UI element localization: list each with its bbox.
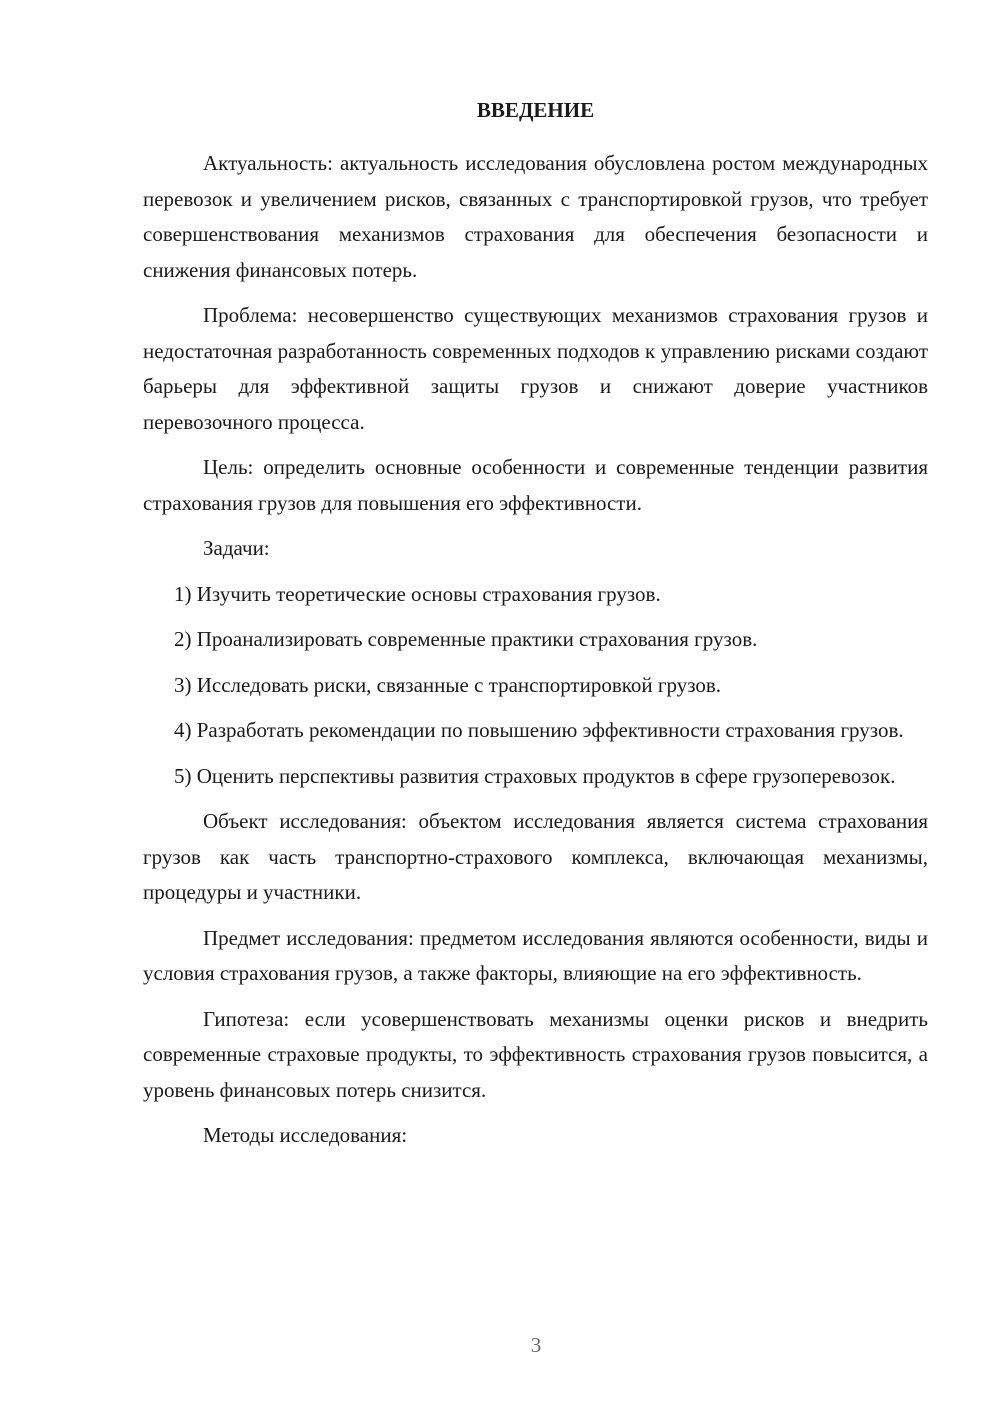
task-item-1: 1) Изучить теоретические основы страхования грузов. <box>174 581 661 606</box>
object-paragraph: Объект исследования: объектом исследования является система страхования грузов как часть транспортно-страхового комплекса, включающая механизмы, процедуры и участники. <box>143 809 928 904</box>
relevance-paragraph: Актуальность: актуальность исследования обусловлена ростом международных перевозок и увеличением рисков, связанных с транспортировкой грузов, что требует совершенствования механизмов страхования для обеспечения безопасности и снижения финансовых потерь. <box>143 151 928 282</box>
methods-label: Методы исследования: <box>203 1123 408 1147</box>
problem-paragraph: Проблема: несовершенство существующих механизмов страхования грузов и недостаточная разработанность современных подходов к управлению рисками создают барьеры для эффективной защиты грузов и снижают доверие участников перевозочного процесса. <box>143 303 928 434</box>
goal-paragraph: Цель: определить основные особенности и современные тенденции развития страхования грузов для повышения его эффективности. <box>143 455 928 515</box>
hypothesis-paragraph: Гипотеза: если усовершенствовать механизмы оценки рисков и внедрить современные страховые продукты, то эффективность страхования грузов повысится, а уровень финансовых потерь снизится. <box>143 1006 928 1102</box>
task-item-2: 2) Проанализировать современные практики страхования грузов. <box>174 627 758 651</box>
page-body <box>143 96 928 1164</box>
task-item-5: 5) Оценить перспективы развития страховых продуктов в сфере грузоперевозок. <box>174 763 896 788</box>
task-item-3: 3) Исследовать риски, связанные с транспортировкой грузов. <box>174 672 722 697</box>
page-number: 3 <box>530 1333 542 1357</box>
subject-paragraph: Предмет исследования: предметом исследования являются особенности, виды и условия страхования грузов, а также факторы, влияющие на его эффективность. <box>143 925 928 985</box>
task-item-4: 4) Разработать рекомендации по повышению эффективности страхования грузов. <box>174 718 904 742</box>
section-heading: ВВЕДЕНИЕ <box>476 98 595 122</box>
tasks-label: Задачи: <box>203 536 270 560</box>
